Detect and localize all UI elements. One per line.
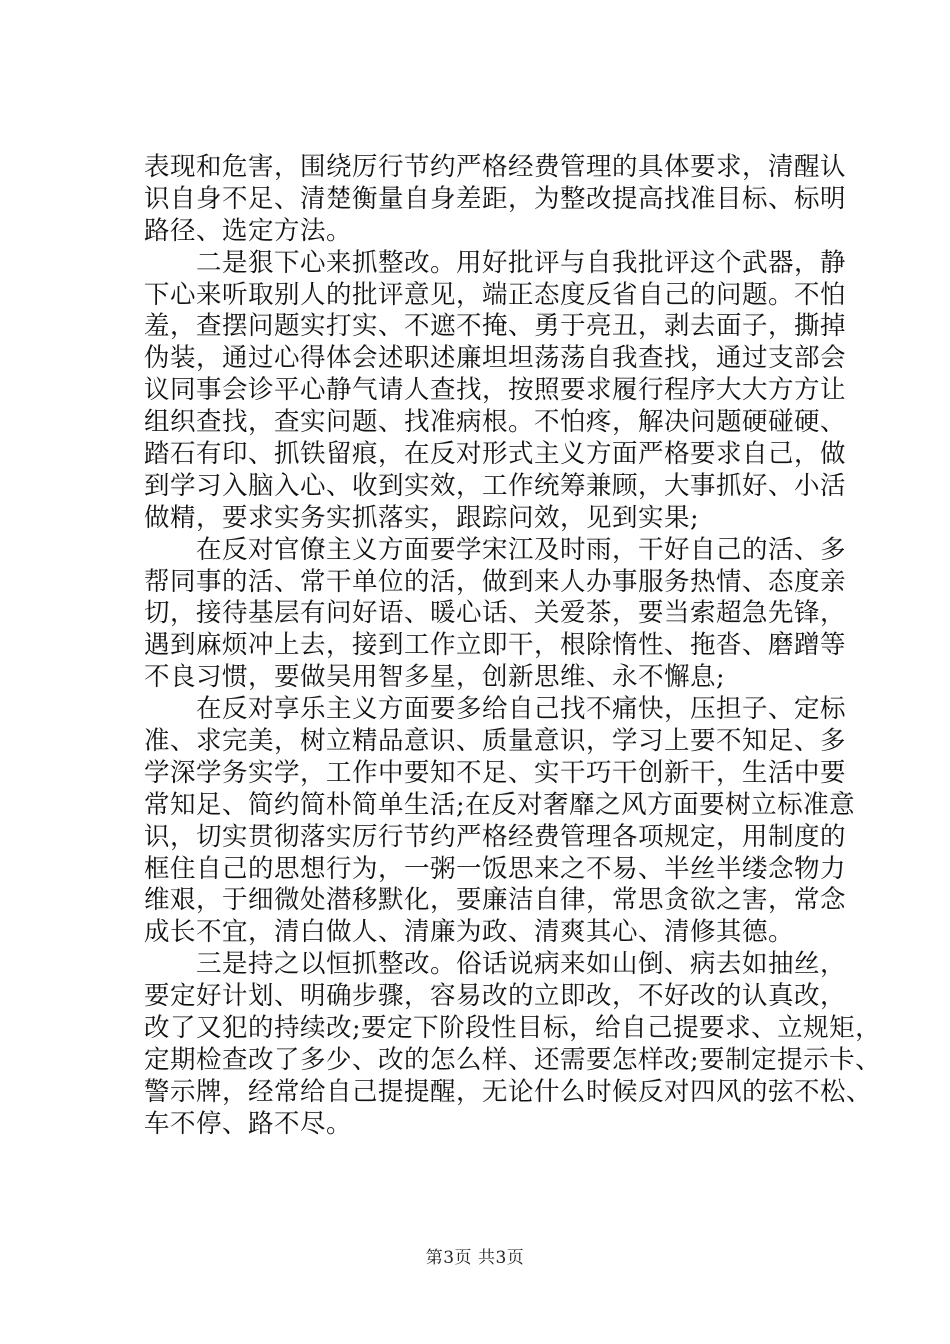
text-line: 二是狠下心来抓整改。用好批评与自我批评这个武器，静 [144, 247, 847, 278]
text-line: 准、求完美，树立精品意识、质量意识，学习上要不知足、多 [144, 726, 847, 757]
paragraph [144, 247, 847, 535]
text-line: 羞，查摆问题实打实、不遮不掩、勇于亮丑，剥去面子，撕掉 [144, 311, 847, 342]
text-line: 做精，要求实务实抓落实，跟踪问效，见到实果; [144, 502, 700, 533]
text-line: 在反对享乐主义方面要多给自己找不痛快，压担子、定标 [144, 694, 847, 725]
text-line: 三是持之以恒抓整改。俗话说病来如山倒、病去如抽丝， [144, 949, 847, 980]
text-line: 表现和危害，围绕厉行节约严格经费管理的具体要求，清醒认 [144, 152, 847, 182]
text-line: 改了又犯的持续改;要定下阶段性目标，给自己提要求、立规矩， [144, 1013, 882, 1044]
text-line: 成长不宜，清白做人、清廉为政、清爽其心、清修其德。 [144, 917, 795, 948]
text-line: 遇到麻烦冲上去，接到工作立即干，根除惰性、拖沓、磨蹭等 [144, 630, 847, 661]
document-body [144, 152, 882, 1141]
page-footer: 第3页 共3页 [425, 1248, 525, 1268]
text-line: 识，切实贯彻落实厉行节约严格经费管理各项规定，用制度的 [144, 821, 847, 852]
paragraph [144, 534, 847, 694]
text-line: 下心来听取别人的批评意见，端正态度反省自己的问题。不怕 [144, 279, 847, 310]
paragraph [144, 694, 856, 949]
text-line: 维艰，于细微处潜移默化，要廉洁自律，常思贪欲之害，常念 [144, 885, 847, 916]
text-line: 切，接待基层有问好语、暖心话、关爱茶，要当索超急先锋， [144, 598, 847, 629]
text-line: 在反对官僚主义方面要学宋江及时雨，干好自己的活、多 [144, 534, 847, 565]
text-line: 议同事会诊平心静气请人查找，按照要求履行程序大大方方让 [144, 375, 847, 406]
text-line: 组织查找，查实问题、找准病根。不怕疼，解决问题硬碰硬、 [144, 407, 847, 438]
paragraph [144, 949, 882, 1140]
text-line: 帮同事的活、常干单位的活，做到来人办事服务热情、态度亲 [144, 566, 847, 597]
text-line: 不良习惯，要做吴用智多星，创新思维、永不懈息; [144, 662, 726, 693]
text-line: 常知足、简约简朴简单生活;在反对奢靡之风方面要树立标准意 [144, 789, 856, 820]
text-line: 识自身不足、清楚衡量自身差距，为整改提高找准目标、标明 [144, 183, 847, 214]
text-line: 要定好计划、明确步骤，容易改的立即改，不好改的认真改， [144, 981, 847, 1012]
text-line: 伪装，通过心得体会述职述廉坦坦荡荡自我查找，通过支部会 [144, 343, 847, 374]
text-line: 到学习入脑入心、收到实效，工作统筹兼顾，大事抓好、小活 [144, 470, 847, 501]
text-line: 框住自己的思想行为，一粥一饭思来之不易、半丝半缕念物力 [144, 853, 847, 884]
paragraph [144, 152, 847, 248]
text-line: 踏石有印、抓铁留痕，在反对形式主义方面严格要求自己，做 [144, 439, 847, 470]
text-line: 路径、选定方法。 [144, 215, 353, 246]
text-line: 定期检查改了多少、改的怎么样、还需要怎样改;要制定提示卡、 [144, 1044, 882, 1075]
text-line: 警示牌，经常给自己提提醒，无论什么时候反对四风的弦不松、 [144, 1076, 873, 1107]
text-line: 学深学务实学，工作中要知不足、实干巧干创新干，生活中要 [144, 757, 847, 788]
text-line: 车不停、路不尽。 [144, 1108, 353, 1139]
